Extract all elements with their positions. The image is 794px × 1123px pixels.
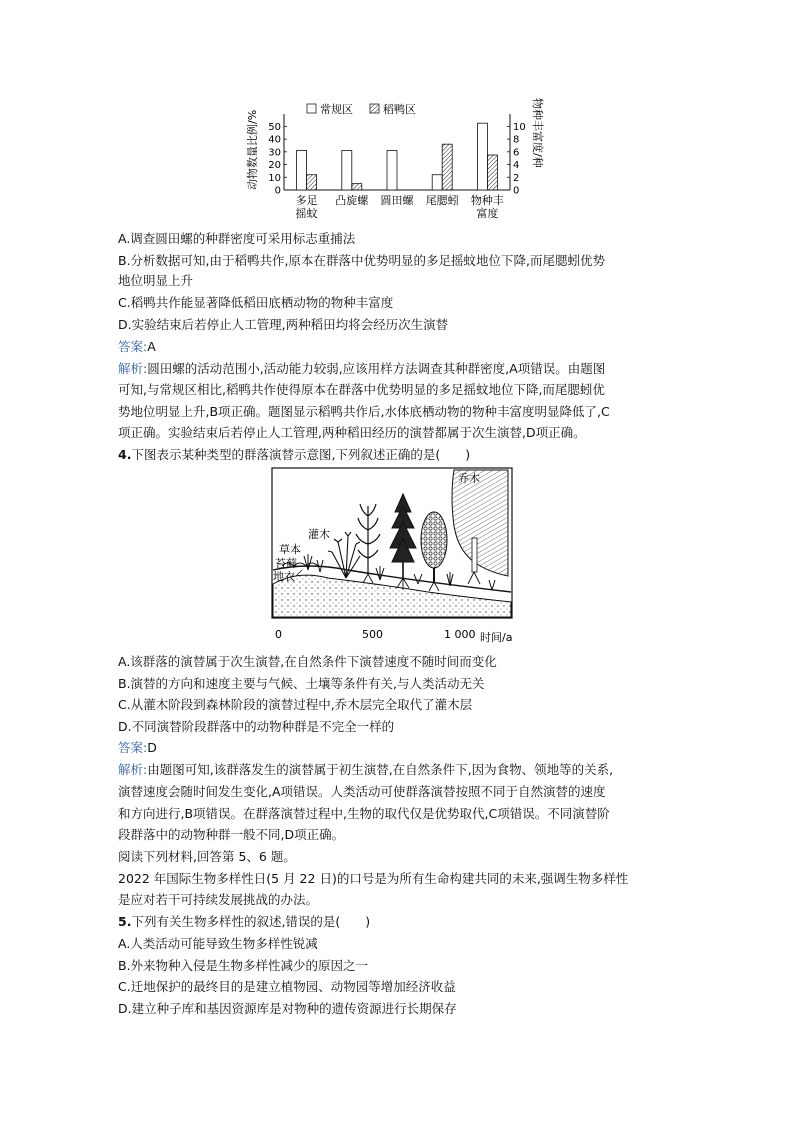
q5-option-b: B.外来物种入侵是生物多样性减少的原因之一 bbox=[118, 958, 369, 973]
axis-tick-0: 0 bbox=[275, 628, 282, 641]
q4-analysis-label: 解析: bbox=[118, 762, 148, 777]
label-herb: 草本 bbox=[279, 543, 301, 556]
legend-swatch-duck bbox=[370, 104, 379, 113]
q5-option-c: C.迁地保护的最终目的是建立植物园、动物园等增加经济收益 bbox=[118, 979, 456, 994]
category-label: 摇蚊 bbox=[295, 207, 318, 220]
q4-stem-text: 下图表示某种类型的群落演替示意图,下列叙述正确的是( ) bbox=[131, 447, 471, 462]
q3-analysis-label: 解析: bbox=[118, 361, 148, 376]
material-line1: 2022 年国际生物多样性日(5 月 22 日)的口号是为所有生命构建共同的未来,强调生物多样性 bbox=[118, 871, 629, 886]
legend-label-regular: 常规区 bbox=[320, 103, 353, 116]
category-label: 多足 bbox=[295, 194, 318, 207]
axis-label-time: 时间/a bbox=[480, 631, 513, 644]
label-lichen: 地衣 bbox=[273, 570, 295, 583]
label-shrub: 灌木 bbox=[308, 528, 330, 541]
q4-option-b: B.演替的方向和速度主要与气候、土壤等条件有关,与人类活动无关 bbox=[118, 676, 485, 691]
bar-duck bbox=[307, 175, 317, 190]
q3-option-a: A.调查圆田螺的种群密度可采用标志重捕法 bbox=[118, 231, 356, 246]
q3-option-c: C.稻鸭共作能显著降低稻田底栖动物的物种丰富度 bbox=[118, 295, 394, 310]
axis-tick-500: 500 bbox=[362, 628, 383, 641]
q3-option-d: D.实验结束后若停止人工管理,两种稻田均将会经历次生演替 bbox=[118, 317, 449, 332]
right-tick-label: 0 bbox=[513, 185, 520, 197]
bar-regular bbox=[477, 123, 487, 190]
label-tree: 乔木 bbox=[458, 472, 480, 485]
category-label: 凸旋螺 bbox=[335, 194, 369, 207]
q3-answer-label: 答案: bbox=[118, 339, 148, 354]
q4-analysis-line3: 和方向进行,B项错误。在群落演替过程中,生物的取代仅是优势取代,C项错误。不同演替阶 bbox=[118, 806, 610, 821]
right-tick-label: 10 bbox=[513, 121, 526, 133]
axis-tick-1000: 1 000 bbox=[444, 628, 476, 641]
q3-analysis-line2: 可知,与常规区相比,稻鸭共作使得原本在群落中优势明显的多足摇蚊地位下降,而尾腮蚓优 bbox=[118, 382, 605, 397]
q5-stem-text: 下列有关生物多样性的叙述,错误的是( ) bbox=[131, 914, 371, 929]
q4-analysis-text1: 由题图可知,该群落发生的演替属于初生演替,在自然条件下,因为食物、领地等的关系, bbox=[147, 762, 614, 777]
bar-regular bbox=[387, 151, 397, 190]
succession-diagram bbox=[268, 466, 538, 648]
conical-tree-crown bbox=[421, 512, 447, 568]
material-line2: 是应对若干可持续发展挑战的办法。 bbox=[118, 892, 319, 907]
q5-option-d: D.建立种子库和基因资源库是对物种的遗传资源进行长期保存 bbox=[118, 1001, 457, 1016]
q3-analysis-line4: 项正确。实验结束后若停止人工管理,两种稻田经历的演替都属于次生演替,D项正确。 bbox=[118, 425, 586, 440]
bar-chart bbox=[240, 90, 544, 230]
left-tick-label: 50 bbox=[268, 121, 281, 133]
left-axis-label: 动物数量比例/% bbox=[246, 109, 259, 190]
label-moss: 苔藓 bbox=[275, 557, 297, 570]
bar-duck bbox=[487, 155, 497, 190]
q4-stem bbox=[118, 445, 678, 465]
bar-duck bbox=[442, 144, 452, 190]
left-tick-label: 20 bbox=[268, 160, 281, 172]
bar-regular bbox=[297, 151, 307, 190]
q3-answer-value: A bbox=[147, 339, 156, 354]
q3-analysis-line1 bbox=[118, 359, 678, 379]
q5-number: 5. bbox=[118, 914, 132, 929]
left-tick-label: 30 bbox=[268, 147, 281, 159]
right-tick-label: 6 bbox=[513, 147, 520, 159]
q4-answer-label: 答案: bbox=[118, 740, 148, 755]
q3-analysis-line3: 势地位明显上升,B项正确。题图显示稻鸭共作后,水体底栖动物的物种丰富度明显降低了,C bbox=[118, 404, 610, 419]
q4-analysis-line1 bbox=[118, 760, 678, 780]
category-label: 富度 bbox=[476, 207, 499, 220]
q3-answer bbox=[118, 337, 678, 357]
q5-stem bbox=[118, 912, 678, 932]
q4-answer bbox=[118, 738, 678, 758]
right-tick-label: 2 bbox=[513, 172, 520, 184]
category-label: 尾腮蚓 bbox=[425, 194, 459, 207]
legend-label-duck: 稻鸭区 bbox=[383, 103, 416, 116]
q3-option-b-line2: 地位明显上升 bbox=[118, 273, 194, 288]
q4-option-d: D.不同演替阶段群落中的动物种群是不完全一样的 bbox=[118, 719, 395, 734]
category-label: 物种丰 bbox=[470, 194, 504, 207]
left-tick-label: 40 bbox=[268, 134, 281, 146]
q4-answer-value: D bbox=[147, 740, 157, 755]
right-tick-label: 8 bbox=[513, 134, 520, 146]
q4-analysis-line2: 演替速度会随时间发生变化,A项错误。人类活动可使群落演替按照不同于自然演替的速度 bbox=[118, 784, 606, 799]
left-tick-label: 10 bbox=[268, 172, 281, 184]
bar-duck bbox=[352, 184, 362, 190]
q3-analysis-text1: 圆田螺的活动范围小,活动能力较弱,应该用样方法调查其种群密度,A项错误。由题图 bbox=[147, 361, 606, 376]
q5-option-a: A.人类活动可能导致生物多样性锐减 bbox=[118, 936, 318, 951]
q4-option-a: A.该群落的演替属于次生演替,在自然条件下演替速度不随时间而变化 bbox=[118, 654, 497, 669]
left-tick-label: 0 bbox=[274, 185, 281, 197]
bar-regular bbox=[432, 175, 442, 190]
material-intro: 阅读下列材料,回答第 5、6 题。 bbox=[118, 849, 296, 864]
q4-analysis-line4: 段群落中的动物种群一般不同,D项正确。 bbox=[118, 827, 345, 842]
legend-swatch-regular bbox=[307, 104, 316, 113]
q4-number: 4. bbox=[118, 447, 132, 462]
q3-option-b-line1: B.分析数据可知,由于稻鸭共作,原本在群落中优势明显的多足摇蚊地位下降,而尾腮蚓优势 bbox=[118, 253, 605, 268]
right-axis-label: 物种丰富度/种 bbox=[531, 98, 544, 168]
category-label: 圆田螺 bbox=[380, 194, 414, 207]
tree-trunk bbox=[472, 538, 477, 572]
right-tick-label: 4 bbox=[513, 160, 520, 172]
bar-regular bbox=[342, 151, 352, 190]
q4-option-c: C.从灌木阶段到森林阶段的演替过程中,乔木层完全取代了灌木层 bbox=[118, 697, 473, 712]
